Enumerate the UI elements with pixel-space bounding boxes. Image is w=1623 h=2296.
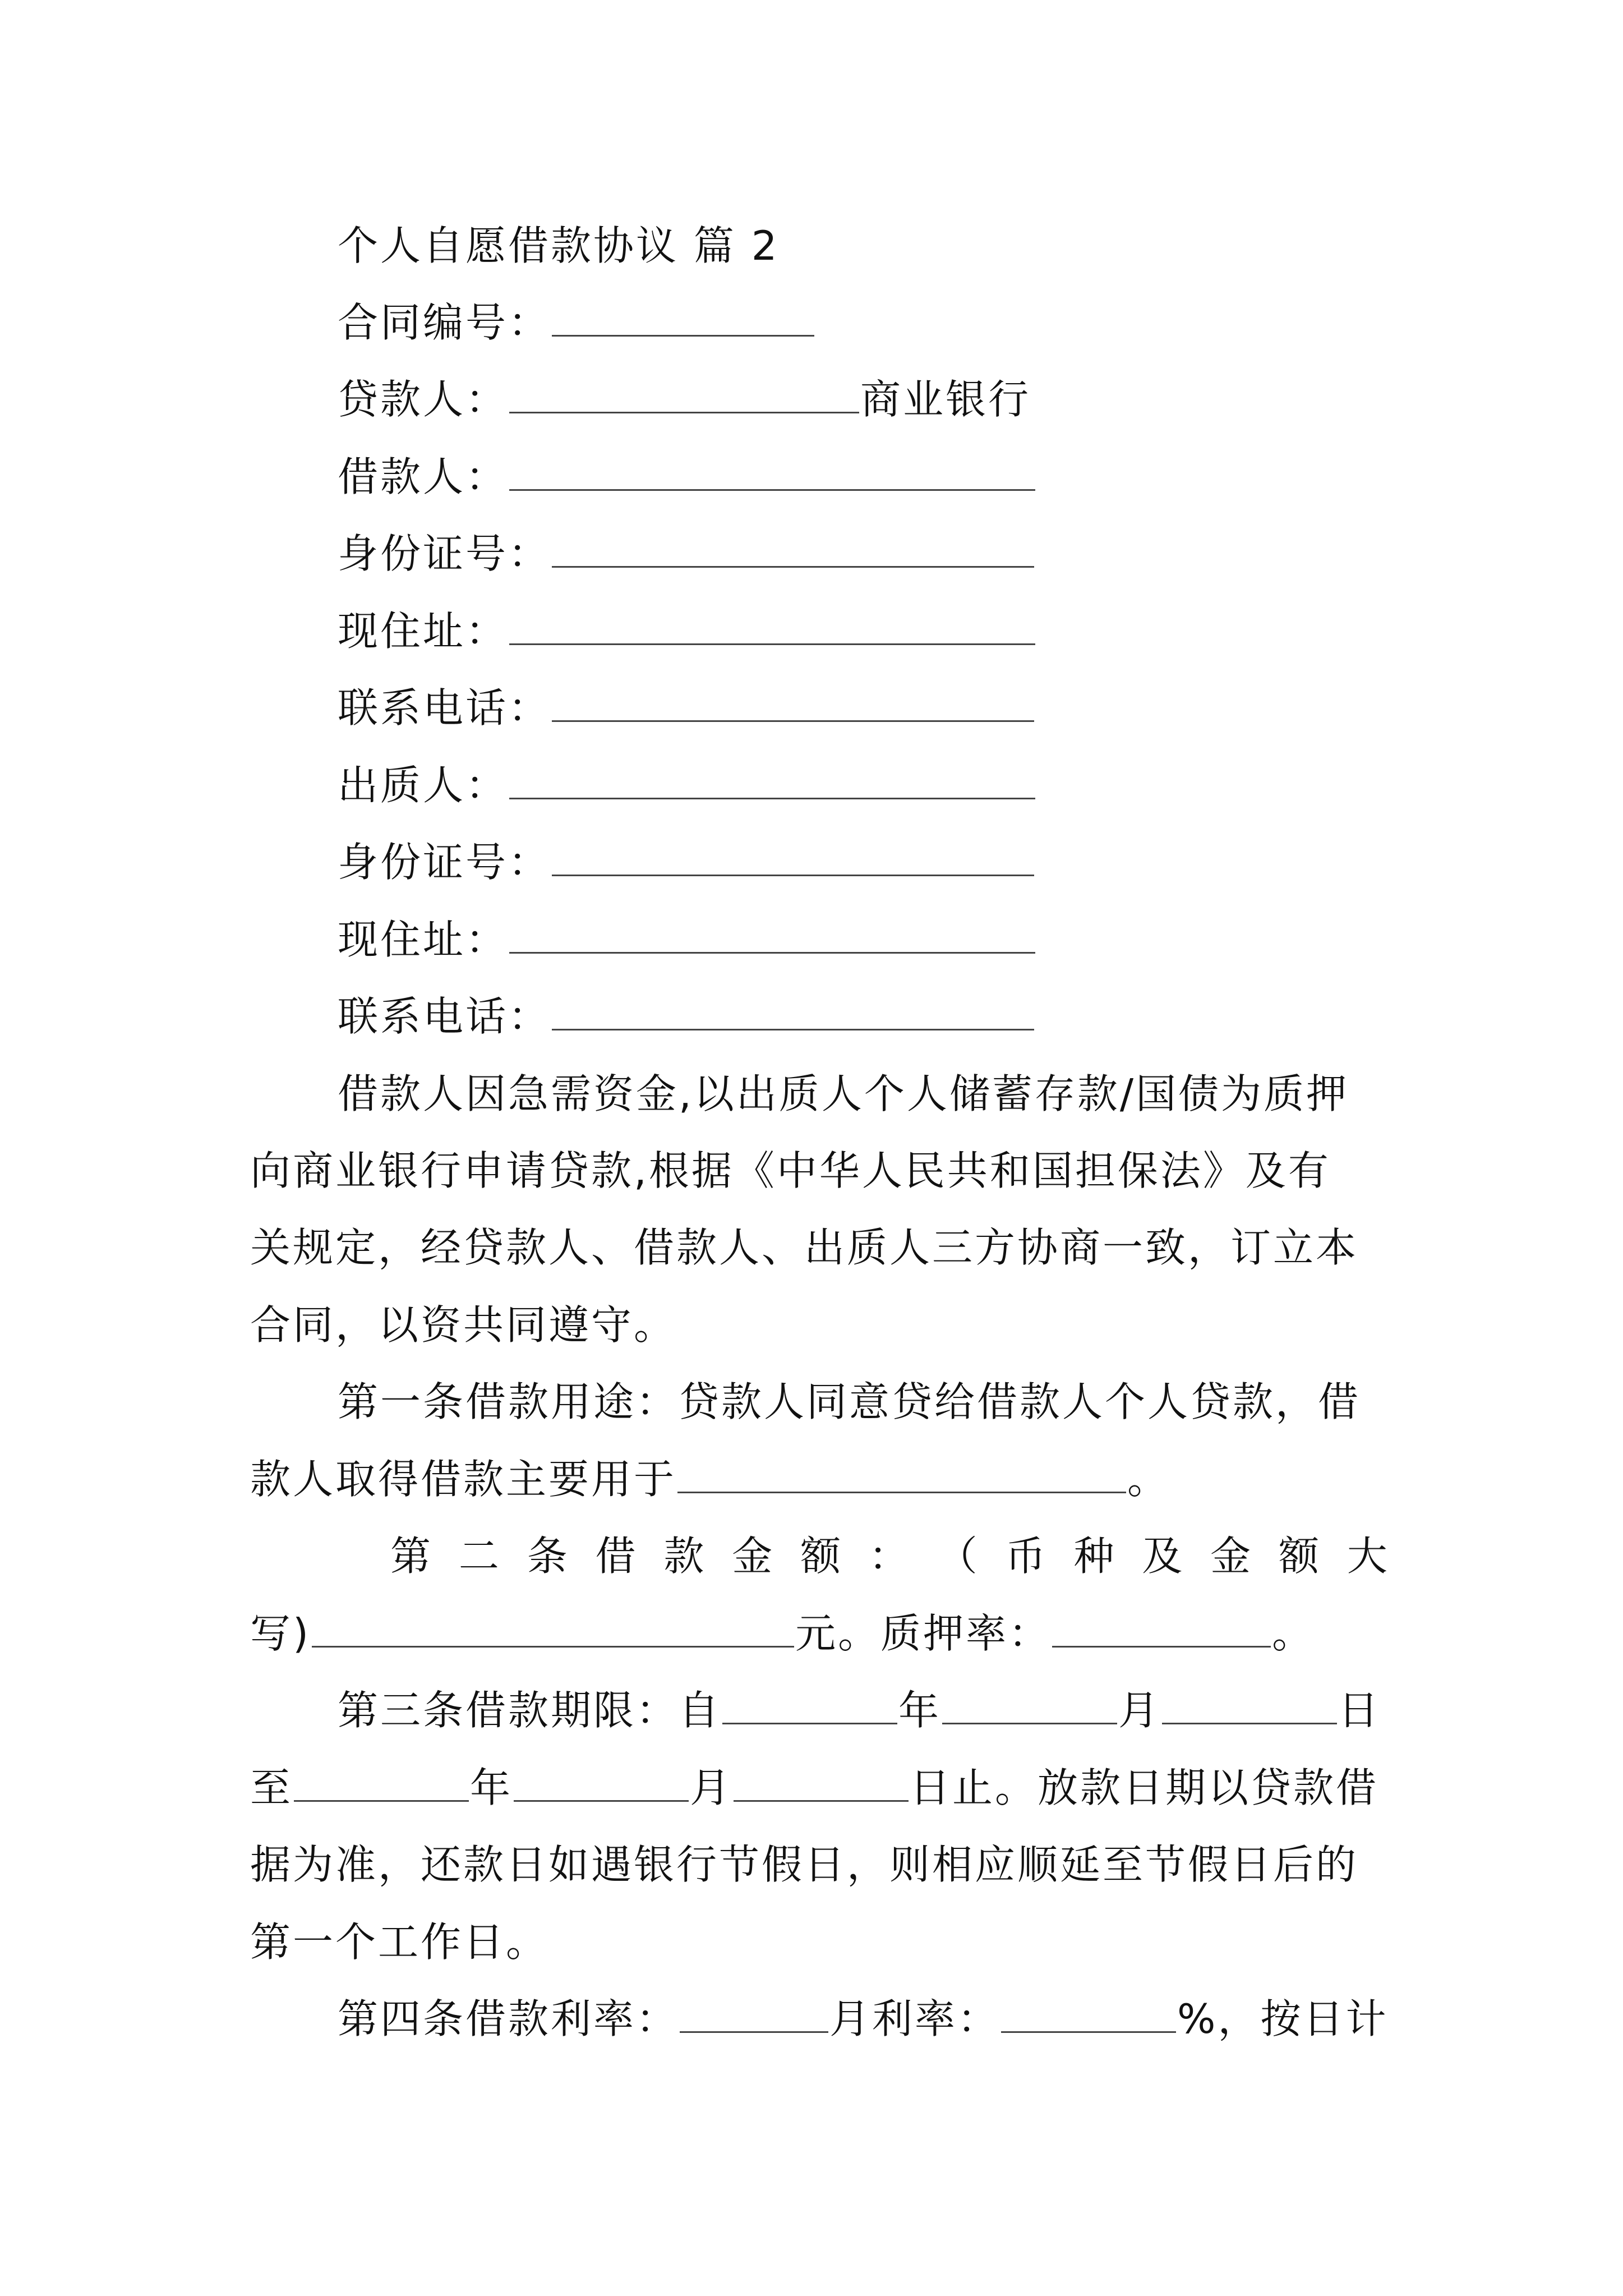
article-2-char: 大 xyxy=(1347,1533,1390,1580)
article-2-char: 第 xyxy=(390,1533,434,1580)
article-2-currency-label: 写) xyxy=(250,1610,311,1657)
intro-line-3: 关规定，经贷款人、借款人、出质人三方协商一致，订立本 xyxy=(250,1224,1359,1271)
article-2-amount-blank xyxy=(312,1607,794,1648)
contract-number-blank xyxy=(552,296,814,337)
article-4-monthly-rate-label: 月利率： xyxy=(829,1995,1000,2042)
article-2-char: 种 xyxy=(1073,1533,1117,1580)
lender-row xyxy=(338,371,1031,427)
article-3-start-month-blank xyxy=(942,1683,1117,1724)
article-3-line-1 xyxy=(338,1682,1381,1738)
article-2-char: 条 xyxy=(527,1533,570,1580)
pledgor-address-label: 现住址： xyxy=(338,916,509,963)
article-3-year-label: 年 xyxy=(470,1764,513,1811)
intro-line-2: 向商业银行申请贷款,根据《中华人民共和国担保法》及有 xyxy=(250,1147,1331,1194)
article-3-end-day-blank xyxy=(734,1761,909,1802)
pledgor-address-row xyxy=(338,912,1036,968)
pledgor-label: 出质人： xyxy=(338,762,509,809)
article-1-purpose-blank xyxy=(677,1452,1126,1493)
article-4-monthly-rate-blank xyxy=(1001,1992,1176,2033)
borrower-id-row xyxy=(338,526,1035,582)
article-3-month-label: 月 xyxy=(690,1764,733,1811)
article-1-line-2 xyxy=(250,1451,1170,1507)
article-1-line-1: 第一条借款用途：贷款人同意贷给借款人个人贷款，借 xyxy=(338,1378,1361,1425)
borrower-phone-row xyxy=(338,680,1035,736)
contract-number-row xyxy=(338,295,815,351)
article-2-char: 金 xyxy=(1210,1533,1253,1580)
pledgor-blank xyxy=(509,758,1035,799)
article-3-line-4: 第一个工作日。 xyxy=(250,1918,549,1966)
intro-line-1: 借款人因急需资金,以出质人个人储蓄存款/国债为质押 xyxy=(338,1070,1349,1117)
lender-blank xyxy=(509,372,859,413)
contract-number-label: 合同编号： xyxy=(338,299,551,346)
borrower-row xyxy=(338,449,1036,505)
article-3-start-day-blank xyxy=(1162,1683,1337,1724)
borrower-address-blank xyxy=(509,604,1035,645)
article-3-end-year-blank xyxy=(294,1761,469,1802)
article-2-char: 借 xyxy=(595,1533,638,1580)
article-2-char: （ xyxy=(937,1533,980,1580)
article-3-line-3: 据为准，还款日如遇银行节假日，则相应顺延至节假日后的 xyxy=(250,1841,1359,1888)
intro-line-4: 合同，以资共同遵守。 xyxy=(250,1301,677,1349)
article-4-line-1 xyxy=(338,1991,1388,2047)
article-2-line-2 xyxy=(250,1605,1315,1662)
pledgor-address-blank xyxy=(509,913,1035,954)
borrower-id-blank xyxy=(552,527,1034,568)
article-2-pledge-rate-blank xyxy=(1052,1607,1271,1648)
pledgor-id-label: 身份证号： xyxy=(338,839,551,886)
borrower-blank xyxy=(509,450,1035,491)
pledgor-id-blank xyxy=(552,835,1034,876)
article-4-label: 第四条借款利率： xyxy=(338,1995,679,2042)
lender-label: 贷款人： xyxy=(338,376,509,423)
article-4-rate-blank xyxy=(680,1992,828,2033)
article-2-end-mark: 。 xyxy=(1272,1610,1315,1657)
article-3-end-month-blank xyxy=(514,1761,689,1802)
article-3-start-year-blank xyxy=(722,1683,897,1724)
article-2-char: ： xyxy=(868,1533,911,1580)
article-2-line-1 xyxy=(250,1528,1390,1584)
article-3-tail-text: 日止。放款日期以贷款借 xyxy=(910,1764,1379,1811)
pledgor-row xyxy=(338,757,1036,813)
borrower-phone-blank xyxy=(552,681,1034,722)
pledgor-phone-label: 联系电话： xyxy=(338,993,551,1040)
pledgor-id-row xyxy=(338,834,1035,890)
article-2-char: 币 xyxy=(1005,1533,1048,1580)
article-2-char: 额 xyxy=(800,1533,843,1580)
article-2-char: 金 xyxy=(732,1533,775,1580)
article-2-char: 及 xyxy=(1142,1533,1185,1580)
article-2-spread-text xyxy=(250,1528,1390,1584)
borrower-address-label: 现住址： xyxy=(338,608,509,655)
document-title: 个人自愿借款协议 篇 2 xyxy=(338,222,780,269)
article-1-purpose-label: 款人取得借款主要用于 xyxy=(250,1456,677,1503)
article-2-pledge-rate-label: 元。质押率： xyxy=(795,1610,1052,1657)
borrower-label: 借款人： xyxy=(338,453,509,500)
article-3-day-label: 日 xyxy=(1338,1687,1381,1734)
borrower-phone-label: 联系电话： xyxy=(338,684,551,731)
article-4-tail-text: %，按日计 xyxy=(1177,1995,1389,2042)
article-1-end-mark: 。 xyxy=(1127,1456,1170,1503)
pledgor-phone-row xyxy=(338,988,1035,1045)
borrower-address-row xyxy=(338,603,1036,659)
article-2-char: 款 xyxy=(663,1533,707,1580)
article-3-month-label: 月 xyxy=(1118,1687,1161,1734)
article-3-to-label: 至 xyxy=(250,1764,293,1811)
article-3-label: 第三条借款期限：自 xyxy=(338,1687,722,1734)
lender-suffix: 商业银行 xyxy=(860,376,1031,423)
pledgor-phone-blank xyxy=(552,990,1034,1030)
borrower-id-label: 身份证号： xyxy=(338,530,551,577)
article-3-line-2 xyxy=(250,1760,1378,1816)
article-3-year-label: 年 xyxy=(898,1687,942,1734)
article-2-char: 额 xyxy=(1278,1533,1321,1580)
article-2-char: 二 xyxy=(458,1533,501,1580)
